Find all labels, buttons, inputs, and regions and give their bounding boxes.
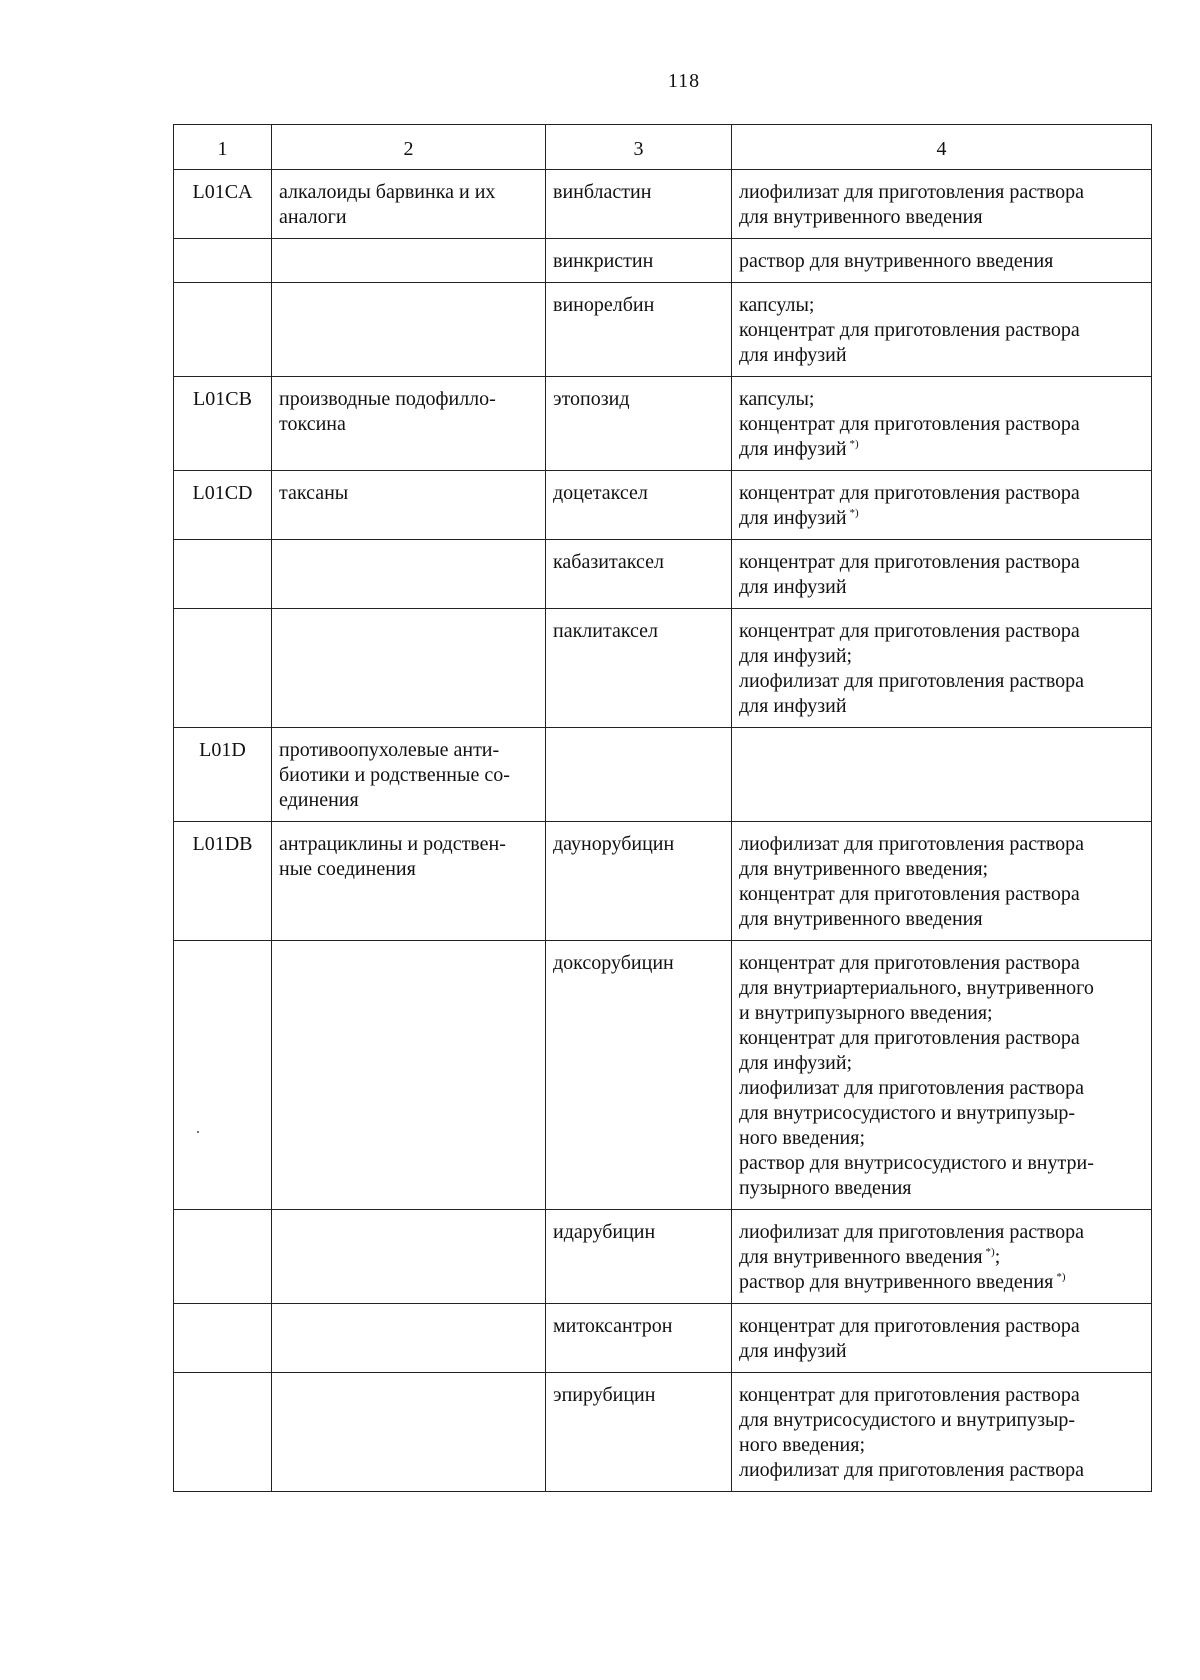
drug-name-cell: доксорубицин	[546, 941, 732, 1210]
dosage-form-line	[739, 180, 1145, 205]
dosage-form-text: для внутриартериального, внутривенного	[739, 977, 1094, 999]
dosage-form-line	[739, 1051, 1145, 1076]
dosage-forms-cell	[732, 1210, 1152, 1304]
dosage-form-line	[739, 1245, 1145, 1270]
drug-name-cell	[546, 728, 732, 822]
dosage-form-line	[739, 575, 1145, 600]
dosage-form-text: для инфузий;	[739, 1052, 853, 1074]
dosage-form-line	[739, 1339, 1145, 1364]
table-row	[174, 822, 1152, 941]
table-row	[174, 609, 1152, 728]
drug-table	[173, 124, 1152, 1492]
dosage-form-text: лиофилизат для приготовления раствора	[739, 833, 1085, 855]
dosage-form-line	[739, 1101, 1145, 1126]
atc-code-cell	[174, 1304, 272, 1373]
dosage-form-text: лиофилизат для приготовления раствора	[739, 1459, 1085, 1481]
atc-code-cell: L01CD	[174, 471, 272, 540]
dosage-form-text: пузырного введения	[739, 1177, 912, 1199]
footnote-mark: *)	[849, 438, 859, 450]
dosage-forms-cell	[732, 822, 1152, 941]
drug-name-cell: митоксантрон	[546, 1304, 732, 1373]
drug-name-cell: винорелбин	[546, 283, 732, 377]
group-name-cell	[272, 1373, 546, 1492]
atc-code-cell: L01CA	[174, 170, 272, 239]
footnote-mark: *)	[985, 1246, 995, 1258]
dosage-form-text: концентрат для приготовления раствора	[739, 319, 1080, 341]
dosage-form-line	[739, 481, 1145, 506]
dosage-form-text: раствор для внутривенного введения	[739, 1271, 1054, 1293]
dosage-form-text: концентрат для приготовления раствора	[739, 1027, 1080, 1049]
dosage-form-line	[739, 318, 1145, 343]
group-name-cell	[272, 283, 546, 377]
dosage-form-text: для инфузий;	[739, 645, 853, 667]
footnote-mark: *)	[849, 507, 859, 519]
dosage-form-line	[739, 1383, 1145, 1408]
dosage-form-line	[739, 857, 1145, 882]
table-row	[174, 1210, 1152, 1304]
column-header-3: 3	[546, 125, 732, 170]
atc-code-cell: L01D	[174, 728, 272, 822]
column-header-4: 4	[732, 125, 1152, 170]
dosage-form-text: для инфузий	[739, 507, 847, 529]
group-name-cell	[272, 1304, 546, 1373]
footnote-mark: *)	[1056, 1271, 1066, 1283]
dosage-form-text: концентрат для приготовления раствора	[739, 883, 1080, 905]
dosage-form-line	[739, 506, 1145, 531]
group-name-line: токсина	[279, 413, 346, 435]
dosage-form-text: для инфузий	[739, 438, 847, 460]
dosage-form-line	[739, 1314, 1145, 1339]
dosage-form-text: для инфузий	[739, 1340, 847, 1362]
dosage-form-text: концентрат для приготовления раствора	[739, 1315, 1080, 1337]
dosage-form-line	[739, 1458, 1145, 1483]
dosage-form-line	[739, 1151, 1145, 1176]
dosage-form-line	[739, 832, 1145, 857]
dosage-form-line	[739, 1176, 1145, 1201]
table-row	[174, 170, 1152, 239]
dosage-form-line	[739, 1433, 1145, 1458]
dosage-form-line	[739, 669, 1145, 694]
group-name-line: алкалоиды барвинка и их	[279, 181, 496, 203]
dosage-form-text: капсулы;	[739, 388, 815, 410]
dosage-form-text: капсулы;	[739, 294, 815, 316]
group-name-cell	[272, 728, 546, 822]
drug-name-cell: этопозид	[546, 377, 732, 471]
dosage-forms-cell	[732, 283, 1152, 377]
drug-name-cell: даунорубицин	[546, 822, 732, 941]
dosage-form-text: концентрат для приготовления раствора	[739, 952, 1080, 974]
dosage-form-text: концентрат для приготовления раствора	[739, 482, 1080, 504]
group-name-line: аналоги	[279, 206, 347, 228]
dosage-form-text: для инфузий	[739, 344, 847, 366]
dosage-forms-cell	[732, 1373, 1152, 1492]
table-row	[174, 728, 1152, 822]
dosage-form-line	[739, 1001, 1145, 1026]
dosage-form-line	[739, 1126, 1145, 1151]
dosage-form-text: для внутрисосудистого и внутрипузыр-	[739, 1409, 1076, 1431]
dosage-form-line	[739, 1270, 1145, 1295]
drug-name-cell: винбластин	[546, 170, 732, 239]
column-header-2: 2	[272, 125, 546, 170]
table-body	[174, 170, 1152, 1492]
group-name-line: производные подофилло-	[279, 388, 496, 410]
group-name-cell	[272, 1210, 546, 1304]
table-row	[174, 283, 1152, 377]
table-row	[174, 540, 1152, 609]
dosage-form-line	[739, 619, 1145, 644]
dosage-form-text: для внутрисосудистого и внутрипузыр-	[739, 1102, 1076, 1124]
dosage-form-text: для внутривенного введения	[739, 908, 983, 930]
dosage-form-text: лиофилизат для приготовления раствора	[739, 181, 1085, 203]
dosage-form-line	[739, 976, 1145, 1001]
dosage-form-line	[739, 437, 1145, 462]
dosage-form-line	[739, 550, 1145, 575]
dosage-forms-cell	[732, 609, 1152, 728]
atc-code-cell	[174, 540, 272, 609]
table-row	[174, 377, 1152, 471]
dosage-form-line	[739, 1026, 1145, 1051]
group-name-line: биотики и родственные со-	[279, 764, 510, 786]
dosage-form-text: для инфузий	[739, 576, 847, 598]
dosage-form-line	[739, 293, 1145, 318]
group-name-cell	[272, 377, 546, 471]
dosage-form-line	[739, 694, 1145, 719]
dosage-form-line	[739, 412, 1145, 437]
atc-code-cell	[174, 239, 272, 283]
dosage-forms-cell	[732, 239, 1152, 283]
atc-code-cell	[174, 941, 272, 1210]
dosage-form-text: для внутривенного введения	[739, 206, 983, 228]
dosage-form-text: раствор для внутривенного введения	[739, 250, 1054, 272]
group-name-cell	[272, 471, 546, 540]
group-name-cell	[272, 941, 546, 1210]
drug-name-cell: эпирубицин	[546, 1373, 732, 1492]
dosage-form-text: концентрат для приготовления раствора	[739, 413, 1080, 435]
drug-name-cell: идарубицин	[546, 1210, 732, 1304]
atc-code-cell	[174, 283, 272, 377]
dosage-form-line	[739, 644, 1145, 669]
table-row	[174, 941, 1152, 1210]
dosage-form-text: ного введения;	[739, 1434, 866, 1456]
atc-code-cell	[174, 1373, 272, 1492]
dosage-form-text: для инфузий	[739, 695, 847, 717]
table-row	[174, 239, 1152, 283]
scan-speck	[197, 1131, 199, 1133]
group-name-line: ные соединения	[279, 858, 416, 880]
dosage-form-line	[739, 1220, 1145, 1245]
dosage-forms-cell	[732, 377, 1152, 471]
dosage-form-line	[739, 205, 1145, 230]
group-name-cell	[272, 540, 546, 609]
atc-code-cell	[174, 609, 272, 728]
atc-code-cell: L01CB	[174, 377, 272, 471]
dosage-forms-cell	[732, 540, 1152, 609]
drug-name-cell: доцетаксел	[546, 471, 732, 540]
dosage-forms-cell	[732, 1304, 1152, 1373]
dosage-form-text: концентрат для приготовления раствора	[739, 620, 1080, 642]
dosage-form-text: лиофилизат для приготовления раствора	[739, 1077, 1085, 1099]
trailing-punctuation: ;	[994, 1246, 1001, 1268]
group-name-cell	[272, 822, 546, 941]
dosage-form-line	[739, 1408, 1145, 1433]
dosage-form-text: для внутривенного введения	[739, 1246, 983, 1268]
dosage-form-line	[739, 907, 1145, 932]
table-header-row	[174, 125, 1152, 170]
dosage-form-text: ного введения;	[739, 1127, 866, 1149]
atc-code-cell: L01DB	[174, 822, 272, 941]
dosage-form-text: лиофилизат для приготовления раствора	[739, 670, 1085, 692]
drug-name-cell: винкристин	[546, 239, 732, 283]
group-name-line: единения	[279, 789, 359, 811]
table-row	[174, 1304, 1152, 1373]
group-name-cell	[272, 170, 546, 239]
group-name-line: противоопухолевые анти-	[279, 739, 500, 761]
drug-name-cell: паклитаксел	[546, 609, 732, 728]
group-name-cell	[272, 609, 546, 728]
group-name-cell	[272, 239, 546, 283]
page-number: 118	[667, 70, 701, 92]
dosage-forms-cell	[732, 471, 1152, 540]
table-row	[174, 471, 1152, 540]
group-name-line: антрациклины и родствен-	[279, 833, 506, 855]
table-row	[174, 1373, 1152, 1492]
drug-name-cell: кабазитаксел	[546, 540, 732, 609]
dosage-forms-cell	[732, 941, 1152, 1210]
dosage-form-line	[739, 1076, 1145, 1101]
column-header-1: 1	[174, 125, 272, 170]
dosage-form-text: концентрат для приготовления раствора	[739, 1384, 1080, 1406]
dosage-form-line	[739, 951, 1145, 976]
dosage-form-line	[739, 249, 1145, 274]
dosage-forms-cell	[732, 170, 1152, 239]
dosage-form-line	[739, 387, 1145, 412]
dosage-form-text: и внутрипузырного введения;	[739, 1002, 993, 1024]
dosage-form-text: лиофилизат для приготовления раствора	[739, 1221, 1085, 1243]
dosage-form-line	[739, 882, 1145, 907]
dosage-form-text: раствор для внутрисосудистого и внутри-	[739, 1152, 1094, 1174]
dosage-form-text: концентрат для приготовления раствора	[739, 551, 1080, 573]
group-name-line: таксаны	[279, 482, 349, 504]
dosage-form-line	[739, 343, 1145, 368]
atc-code-cell	[174, 1210, 272, 1304]
dosage-forms-cell	[732, 728, 1152, 822]
dosage-form-text: для внутривенного введения;	[739, 858, 989, 880]
